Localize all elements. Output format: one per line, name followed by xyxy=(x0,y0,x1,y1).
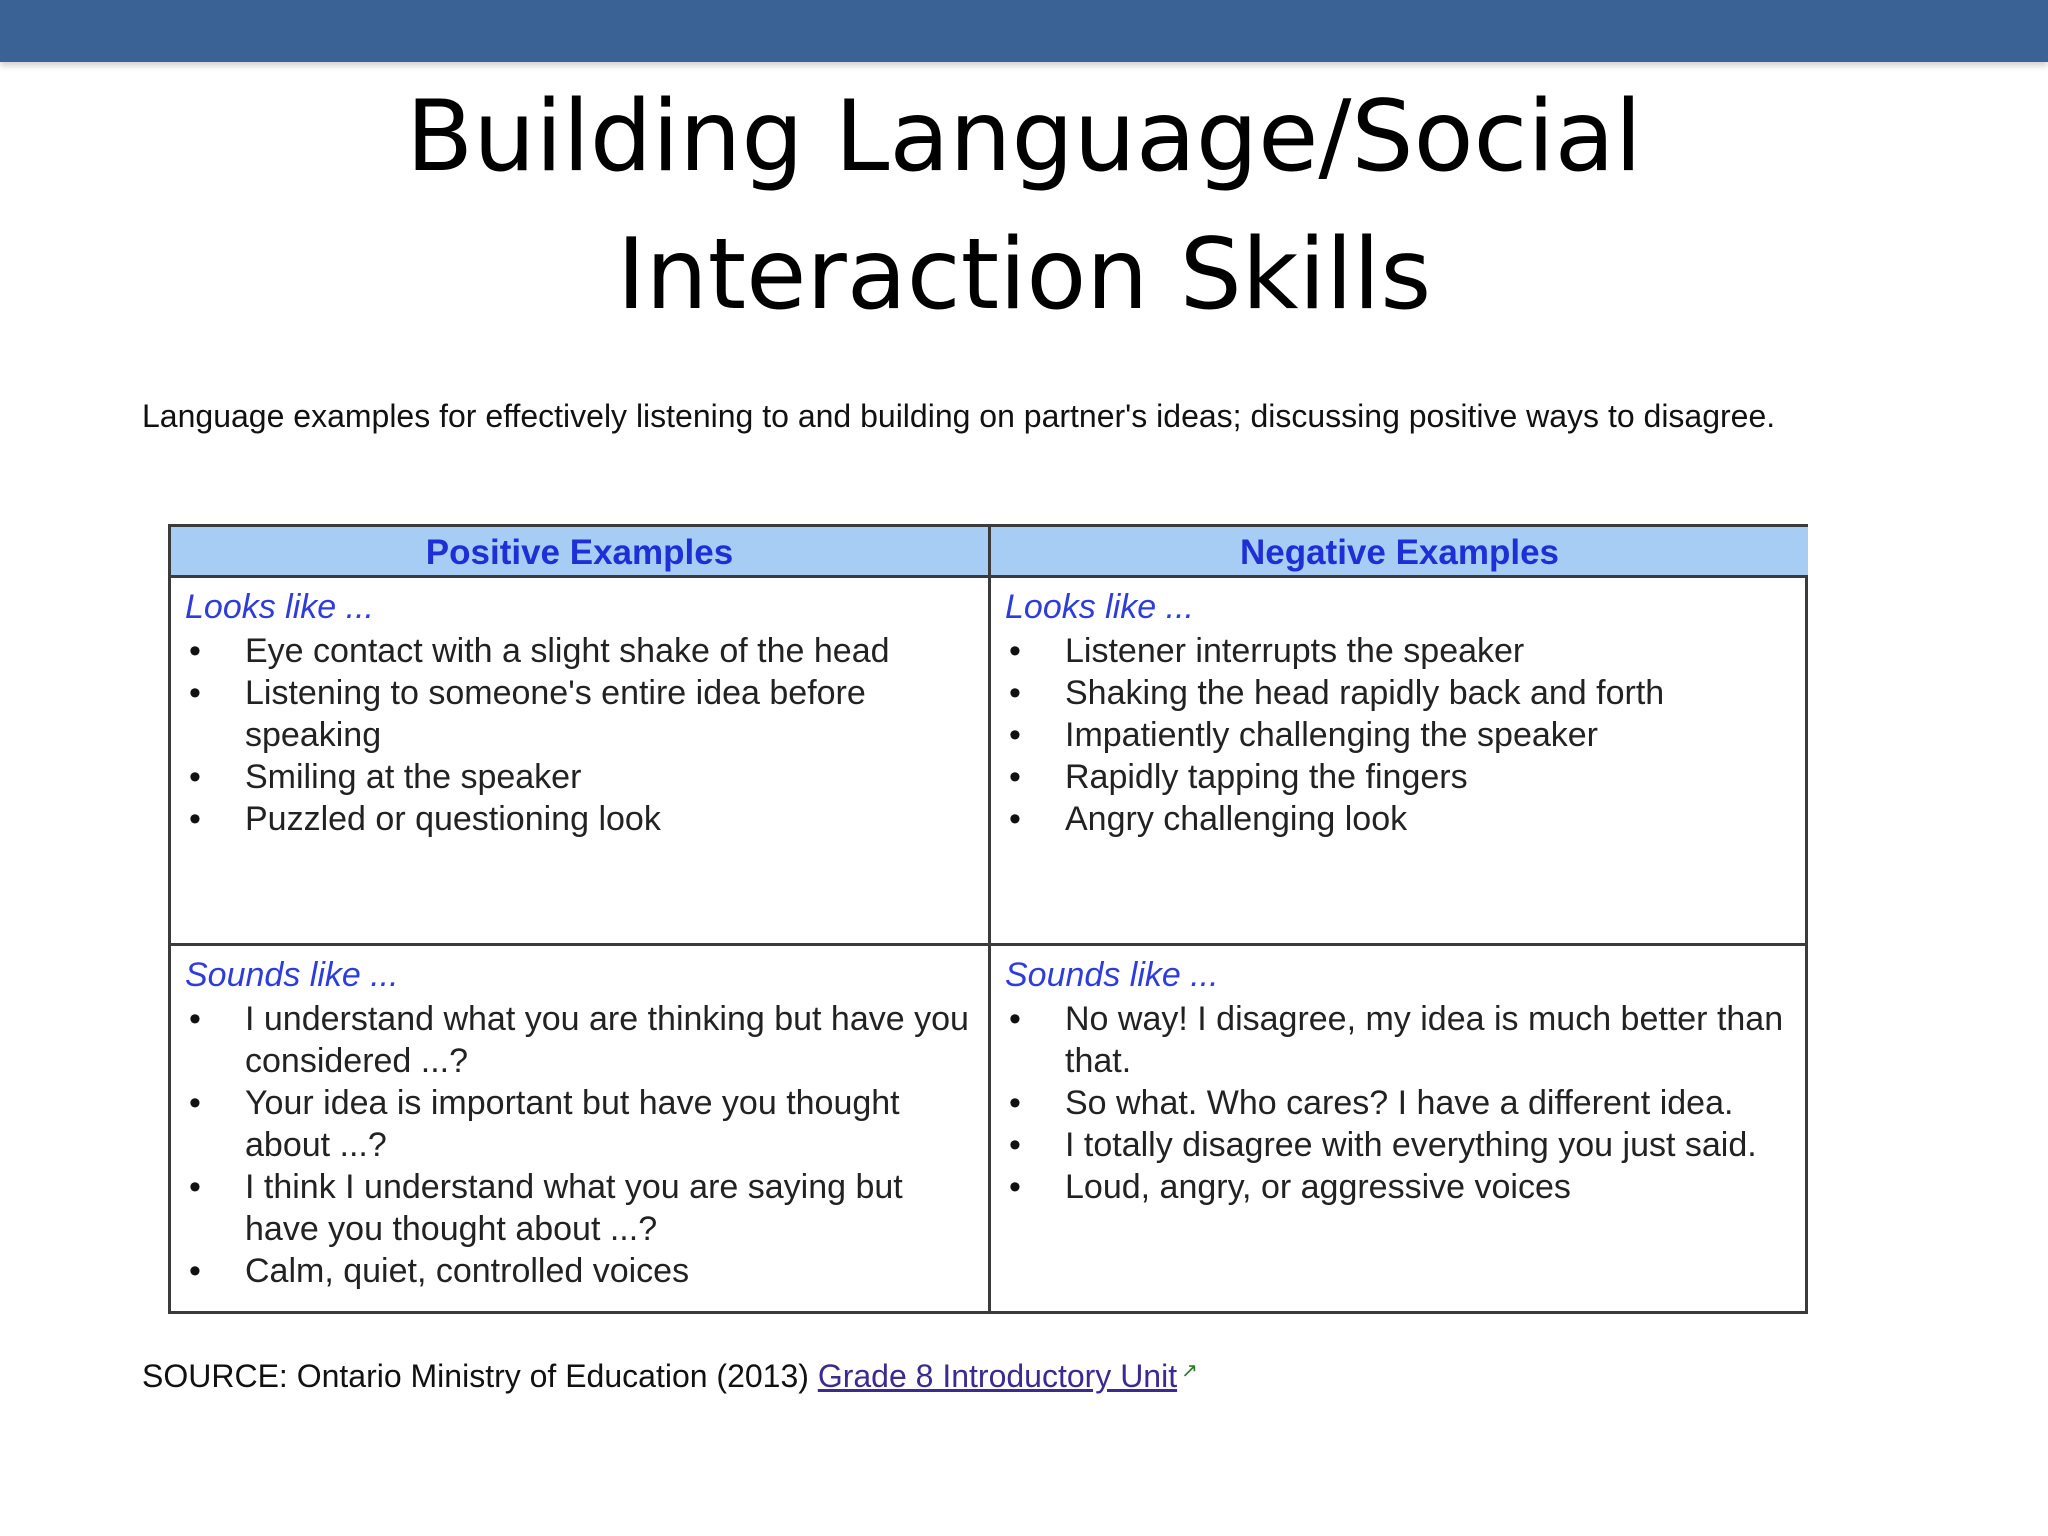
list-item: • Rapidly tapping the fingers xyxy=(1005,756,1796,798)
list-item: • Smiling at the speaker xyxy=(185,756,976,798)
list-item: • I totally disagree with everything you just said. xyxy=(1005,1124,1796,1166)
list-item: • I understand what you are thinking but have you considered ...? xyxy=(185,998,976,1082)
positive-looks-like-list xyxy=(185,630,976,840)
list-item: • Listening to someone's entire idea before speaking xyxy=(185,672,976,756)
positive-sounds-like-heading: Sounds like ... xyxy=(185,956,399,994)
list-item: • Loud, angry, or aggressive voices xyxy=(1005,1166,1796,1208)
external-link-icon: ↗ xyxy=(1181,1360,1198,1382)
list-item: • Eye contact with a slight shake of the head xyxy=(185,630,976,672)
intro-text: Language examples for effectively listening to and building on partner's ideas; discussing positive ways to disagree. xyxy=(142,398,1776,434)
positive-sounds-like-cell xyxy=(171,946,991,1311)
list-item: • No way! I disagree, my idea is much better than that. xyxy=(1005,998,1796,1082)
negative-sounds-like-cell xyxy=(991,946,1808,1311)
positive-looks-like-cell xyxy=(171,578,991,946)
negative-examples-header: Negative Examples xyxy=(991,527,1808,578)
source-prefix: SOURCE: Ontario Ministry of Education (2013) xyxy=(142,1358,818,1394)
list-item: • Puzzled or questioning look xyxy=(185,798,976,840)
list-item: • Listener interrupts the speaker xyxy=(1005,630,1796,672)
slide-title-line-2: Interaction Skills xyxy=(616,218,1432,332)
list-item: • Your idea is important but have you thought about ...? xyxy=(185,1082,976,1166)
list-item: • I think I understand what you are saying but have you thought about ...? xyxy=(185,1166,976,1250)
examples-table xyxy=(168,524,1808,1314)
list-item: • Shaking the head rapidly back and forth xyxy=(1005,672,1796,714)
slide-title-line-1: Building Language/Social xyxy=(406,80,1642,194)
negative-looks-like-cell xyxy=(991,578,1808,946)
negative-sounds-like-list xyxy=(1005,998,1796,1208)
positive-looks-like-heading: Looks like ... xyxy=(185,588,374,626)
positive-sounds-like-list xyxy=(185,998,976,1292)
negative-sounds-like-heading: Sounds like ... xyxy=(1005,956,1219,994)
grade-8-unit-link[interactable]: Grade 8 Introductory Unit xyxy=(817,1358,1178,1394)
top-banner-bar xyxy=(0,0,2048,62)
list-item: • Angry challenging look xyxy=(1005,798,1796,840)
negative-looks-like-list xyxy=(1005,630,1796,840)
source-citation xyxy=(142,1358,1198,1395)
slide-title xyxy=(0,68,2048,344)
list-item: • Calm, quiet, controlled voices xyxy=(185,1250,976,1292)
list-item: • So what. Who cares? I have a different idea. xyxy=(1005,1082,1796,1124)
list-item: • Impatiently challenging the speaker xyxy=(1005,714,1796,756)
negative-looks-like-heading: Looks like ... xyxy=(1005,588,1194,626)
positive-examples-header: Positive Examples xyxy=(171,527,991,578)
